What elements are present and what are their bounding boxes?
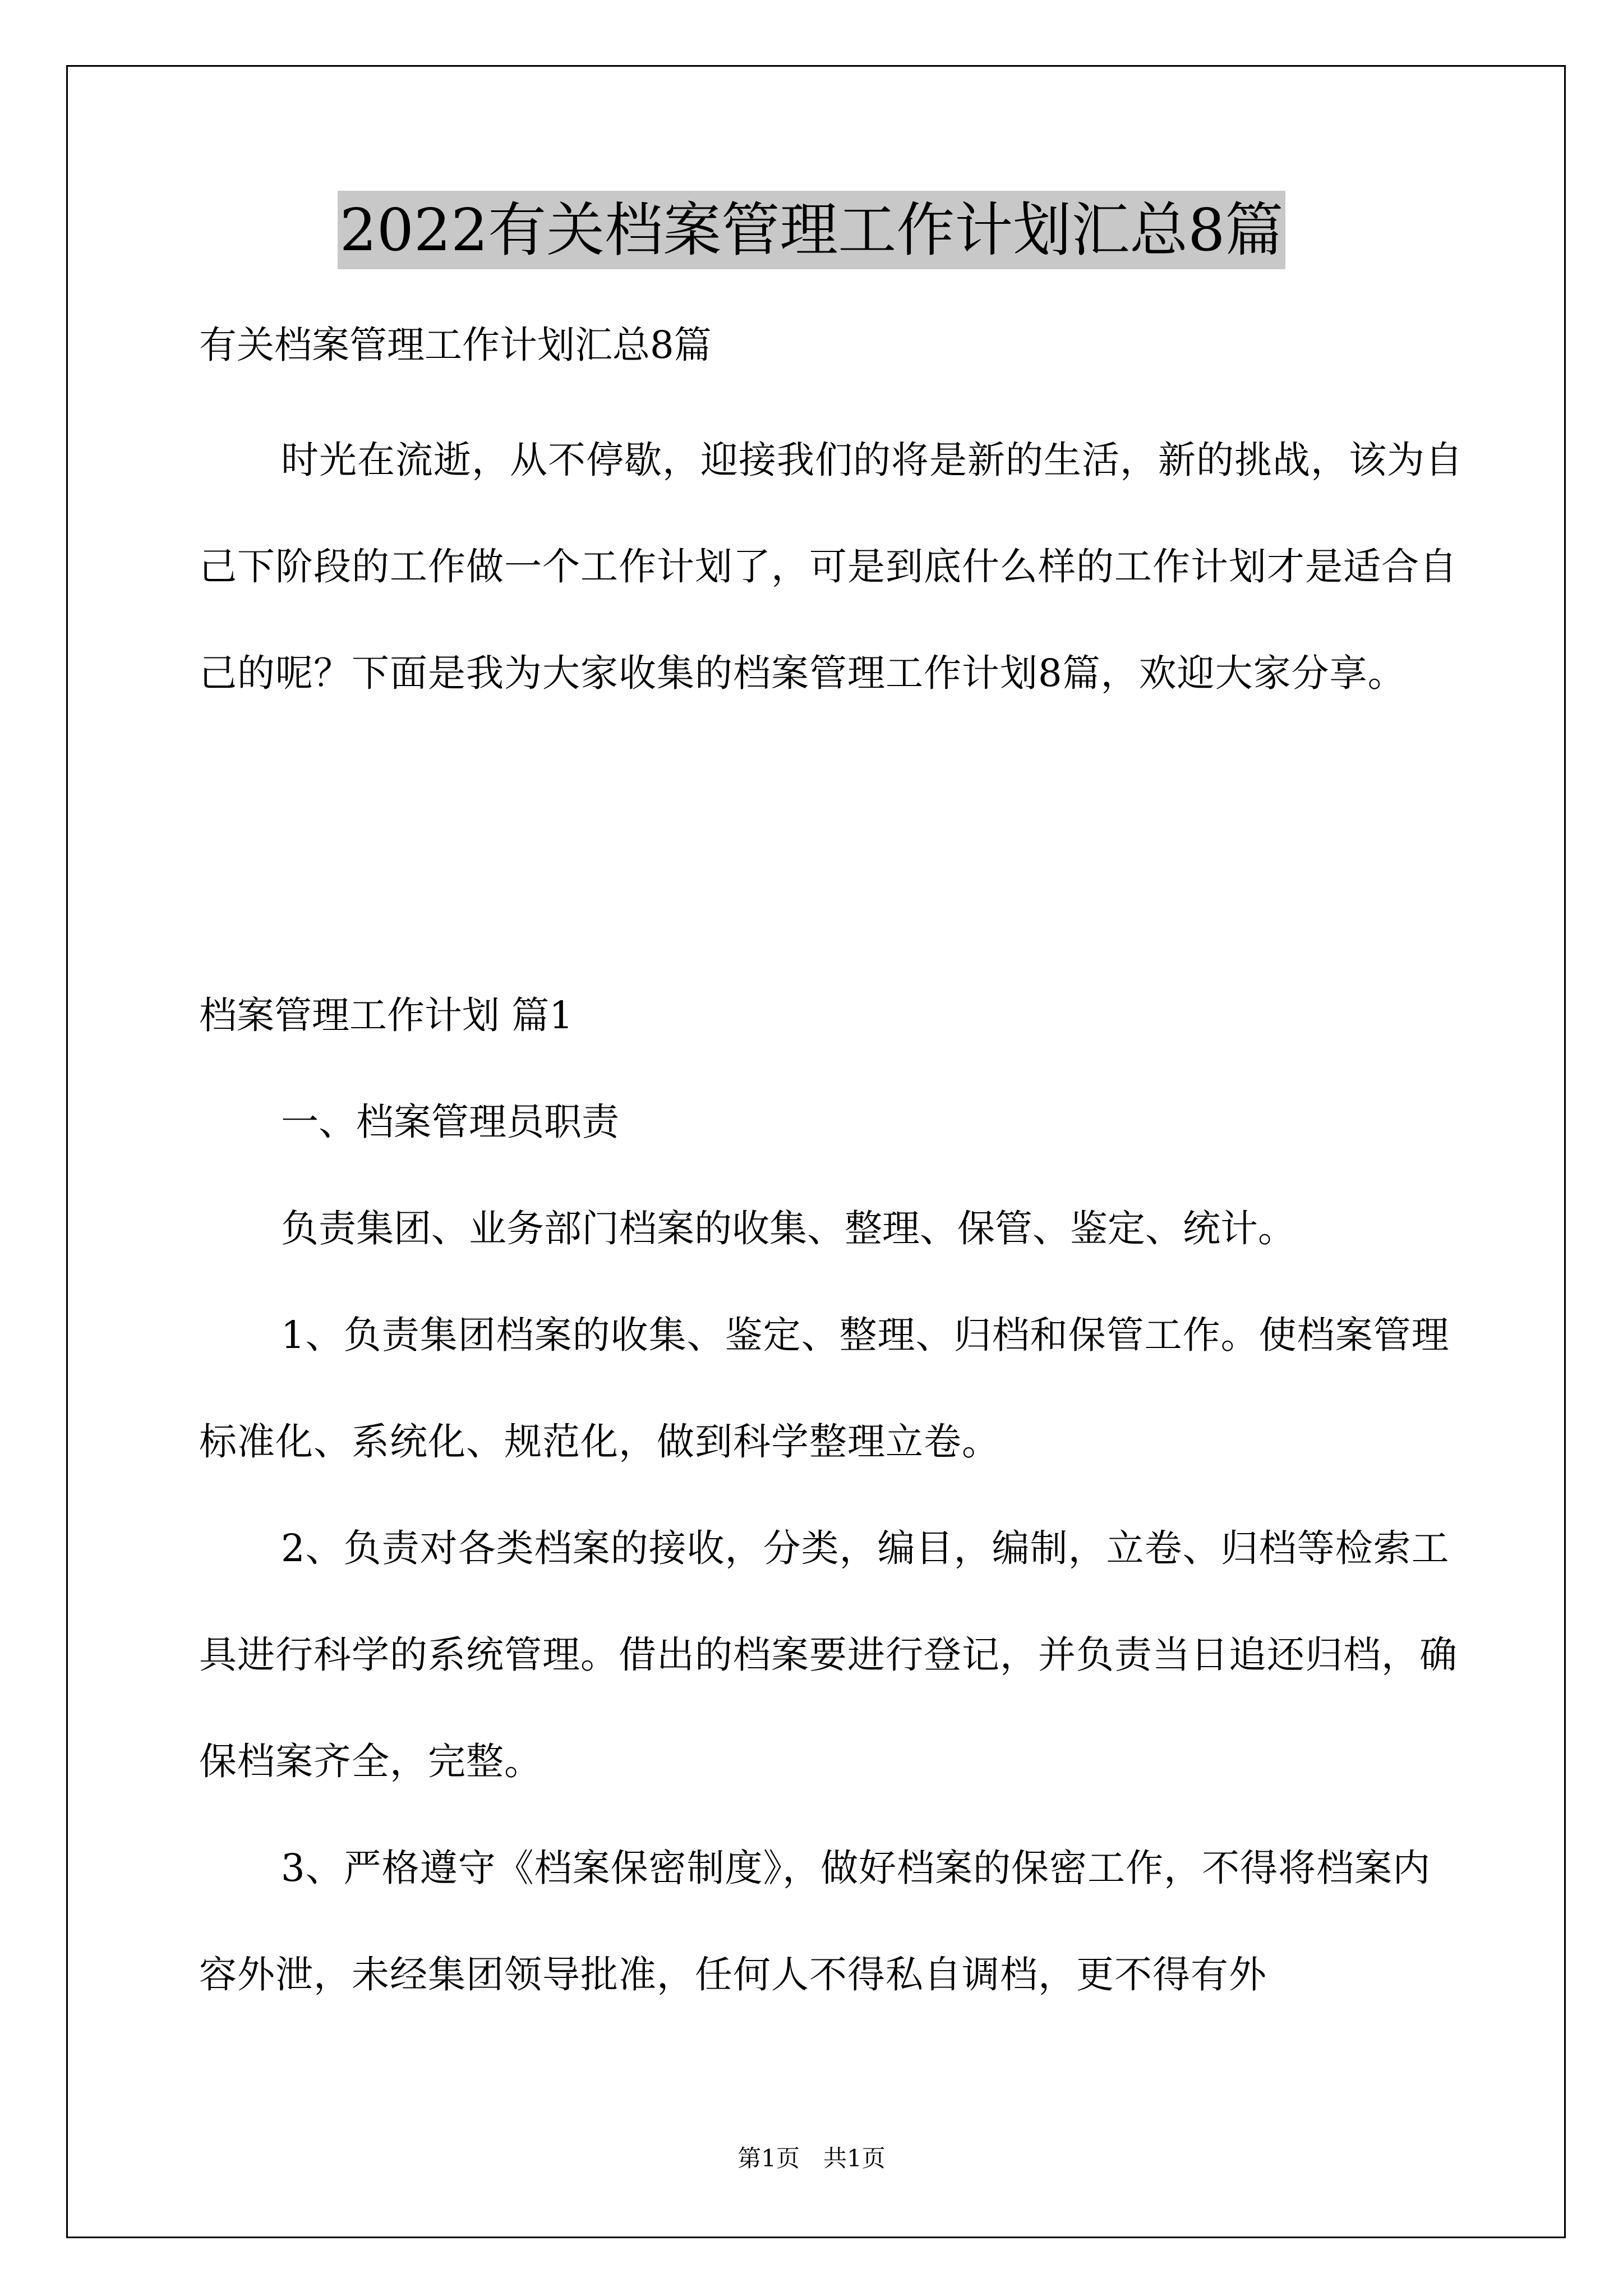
item-summary: 负责集团、业务部门档案的收集、整理、保管、鉴定、统计。 bbox=[281, 1207, 1295, 1250]
body-paragraph-1: 1、负责集团档案的收集、鉴定、整理、归档和保管工作。使档案管理标准化、系统化、规范化，做到科学整理立卷。 bbox=[199, 1313, 1450, 1464]
title-container bbox=[0, 191, 1623, 269]
item-heading: 一、档案管理员职责 bbox=[281, 1100, 619, 1144]
body-paragraph-2: 2、负责对各类档案的接收，分类，编目，编制，立卷、归档等检索工具进行科学的系统管理。借出的档案要进行登记，并负责当日追还归档，确保档案齐全，完整。 bbox=[199, 1526, 1458, 1783]
page-footer: 第1页 共1页 bbox=[737, 2145, 886, 2172]
document-title: 2022有关档案管理工作计划汇总8篇 bbox=[338, 191, 1286, 269]
document-subtitle: 有关档案管理工作计划汇总8篇 bbox=[199, 323, 712, 367]
section-heading: 档案管理工作计划 篇1 bbox=[199, 993, 573, 1037]
body-paragraph-3: 3、严格遵守《档案保密制度》，做好档案的保密工作，不得将档案内容外泄，未经集团领导批准，任何人不得私自调档，更不得有外 bbox=[199, 1846, 1431, 1996]
intro-paragraph: 时光在流逝，从不停歇，迎接我们的将是新的生活，新的挑战，该为自己下阶段的工作做一个工作计划了，可是到底什么样的工作计划才是适合自己的呢？下面是我为大家收集的档案管理工作计划8篇，欢迎大家分享。 bbox=[199, 438, 1463, 695]
